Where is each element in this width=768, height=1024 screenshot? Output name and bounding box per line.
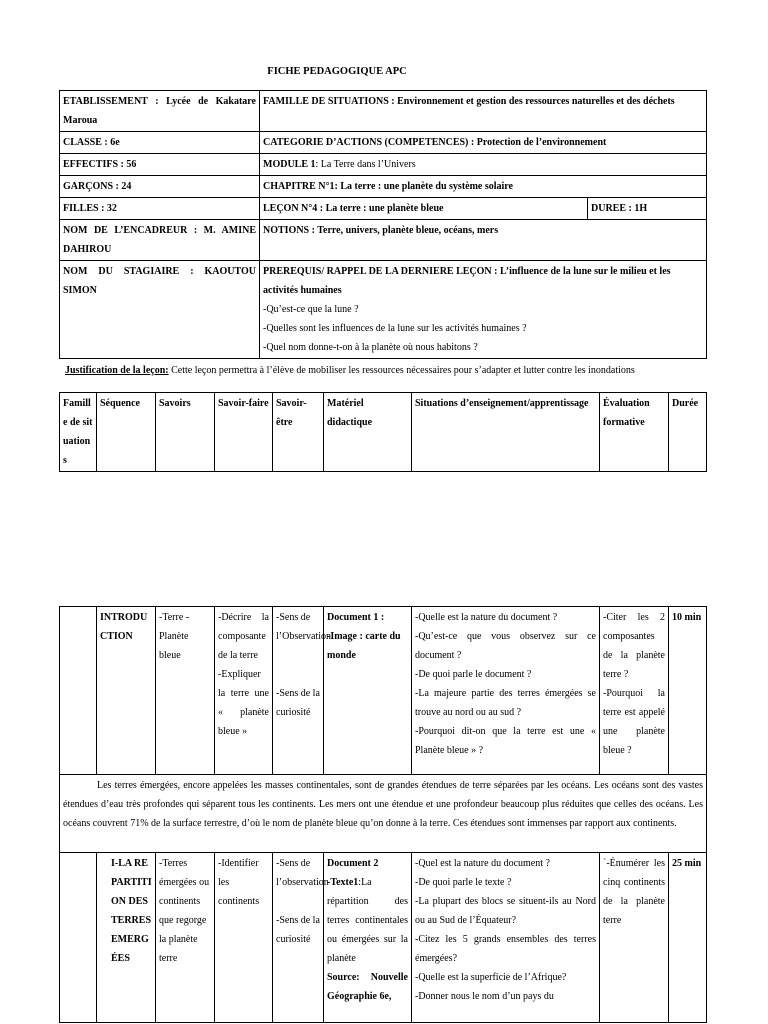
etablissement-cell: ETABLISSEMENT : Lycée de Kakatare Maroua [60, 91, 260, 132]
question: -Quel est la nature du document ? [415, 858, 550, 869]
effectifs-cell: EFFECTIFS : 56 [60, 154, 260, 176]
prerequis-title: PREREQUIS/ RAPPEL DE LA DERNIERE LEÇON : L’influence de la lune sur le milieu et les activités humaines [263, 266, 671, 296]
header-savoir-faire: Savoir-faire [215, 393, 273, 472]
header-savoir-etre: Savoir-être [273, 393, 324, 472]
sequence-intro: INTRODUCTION [97, 607, 156, 775]
materiel-intro: Document 1 : -Image : carte du monde [324, 607, 412, 775]
categorie-cell: CATEGORIE D’ACTIONS (COMPETENCES) : Protection de l’environnement [260, 132, 707, 154]
header-famille: Famille de situations [60, 393, 97, 472]
stagiaire-cell: NOM DU STAGIAIRE : KAOUTOU SIMON [60, 261, 260, 359]
savoir-etre-intro: -Sens de l’Observation -Sens de la curiosité [273, 607, 324, 775]
sequence-section1: I-LA REPARTITION DES TERRES EMERGÉES [97, 853, 156, 1023]
savoir-faire-intro: -Décrire la composante de la terre -Expliquer la terre une « planète bleue » [215, 607, 273, 775]
module-cell: MODULE 1: La Terre dans l’Univers [260, 154, 707, 176]
table-row [60, 853, 707, 1023]
table-row [60, 607, 707, 775]
prerequis-question: -Quelles sont les influences de la lune sur les activités humaines ? [263, 323, 527, 334]
question: -Quelle est la superficie de l’Afrique? [415, 972, 567, 983]
savoirs-intro: -Terre -Planète bleue [156, 607, 215, 775]
info-table [59, 90, 707, 359]
encadreur-cell: NOM DE L’ENCADREUR : M. AMINE DAHIROU [60, 220, 260, 261]
duree-intro: 10 min [669, 607, 707, 775]
sequence-body-table [59, 606, 707, 1023]
notions-cell: NOTIONS : Terre, univers, planète bleue, océans, mers [260, 220, 707, 261]
classe-cell: CLASSE : 6e [60, 132, 260, 154]
question: -La plupart des blocs se situent-ils au Nord ou au Sud de l’Équateur? [415, 896, 596, 926]
duree-section1: 25 min [669, 853, 707, 1023]
prerequis-cell [260, 261, 707, 359]
question: -Quelle est la nature du document ? [415, 612, 558, 623]
garcons-cell: GARÇONS : 24 [60, 176, 260, 198]
header-duree: Durée [669, 393, 707, 472]
question: -Citez les 5 grands ensembles des terres émergées? [415, 934, 596, 964]
evaluation-section1: `-Énumérer les cinq continents de la planète terre [600, 853, 669, 1023]
question: -Pourquoi dit-on que la terre est une « Planète bleue » ? [415, 726, 596, 756]
justification [65, 365, 715, 376]
lecon-cell: LEÇON N°4 : La terre : une planète bleue [260, 198, 588, 220]
header-evaluation: Évaluation formative [600, 393, 669, 472]
evaluation-intro: -Citer les 2 composantes de la planète terre ? -Pourquoi la terre est appelé une planète bleue ? [600, 607, 669, 775]
filles-cell: FILLES : 32 [60, 198, 260, 220]
header-sequence: Séquence [97, 393, 156, 472]
header-savoirs: Savoirs [156, 393, 215, 472]
table-row [60, 775, 707, 853]
question: -De quoi parle le document ? [415, 669, 532, 680]
situations-intro [412, 607, 600, 775]
question: -La majeure partie des terres émergées se trouve au nord ou au sud ? [415, 688, 596, 718]
justification-text: Cette leçon permettra à l’élève de mobiliser les ressources nécessaires pour s’adapter et lutter contre les inondations [168, 365, 635, 376]
duree-cell: DUREE : 1H [588, 198, 707, 220]
savoir-etre-section1: -Sens de l’observation -Sens de la curiosité [273, 853, 324, 1023]
question: -Donner nous le nom d’un pays du [415, 991, 554, 1002]
page-title: FICHE PEDAGOGIQUE APC [267, 66, 407, 77]
summary-paragraph: Les terres émergées, encore appelées les masses continentales, sont de grandes étendues de terre séparées par les océans. Les océans sont des vastes étendues d’eau très profondes qui séparent tous les continents. Les mers ont une étendue et une profondeur beaucoup plus réduites que celles des océans. Les océans couvrent 71% de la surface terrestre, d’où le nom de planète bleue qu’on donne à la terre. Ces étendues sont immenses par rapport aux continents. [60, 775, 707, 853]
savoir-faire-section1: -Identifier les continents [215, 853, 273, 1023]
justification-label: Justification de la leçon: [65, 365, 169, 376]
famille-cell [60, 853, 97, 1023]
header-situations: Situations d’enseignement/apprentissage [412, 393, 600, 472]
prerequis-question: -Quel nom donne-t-on à la planète où nous habitons ? [263, 342, 478, 353]
prerequis-question: -Qu’est-ce que la lune ? [263, 304, 359, 315]
situations-section1 [412, 853, 600, 1023]
famille-cell: FAMILLE DE SITUATIONS : Environnement et gestion des ressources naturelles et des déchets [260, 91, 707, 132]
sequence-header-table [59, 392, 707, 472]
famille-cell [60, 607, 97, 775]
question: -Qu’est-ce que vous observez sur ce document ? [415, 631, 596, 661]
chapitre-cell: CHAPITRE N°1: La terre : une planète du système solaire [260, 176, 707, 198]
savoirs-section1: -Terres émergées ou continents que regorge la planète terre [156, 853, 215, 1023]
header-materiel: Matériel didactique [324, 393, 412, 472]
question: -De quoi parle le texte ? [415, 877, 512, 888]
materiel-section1: Document 2 -Texte1:La répartition des terres continentales ou émergées sur la planète Source: Nouvelle Géographie 6e, [324, 853, 412, 1023]
